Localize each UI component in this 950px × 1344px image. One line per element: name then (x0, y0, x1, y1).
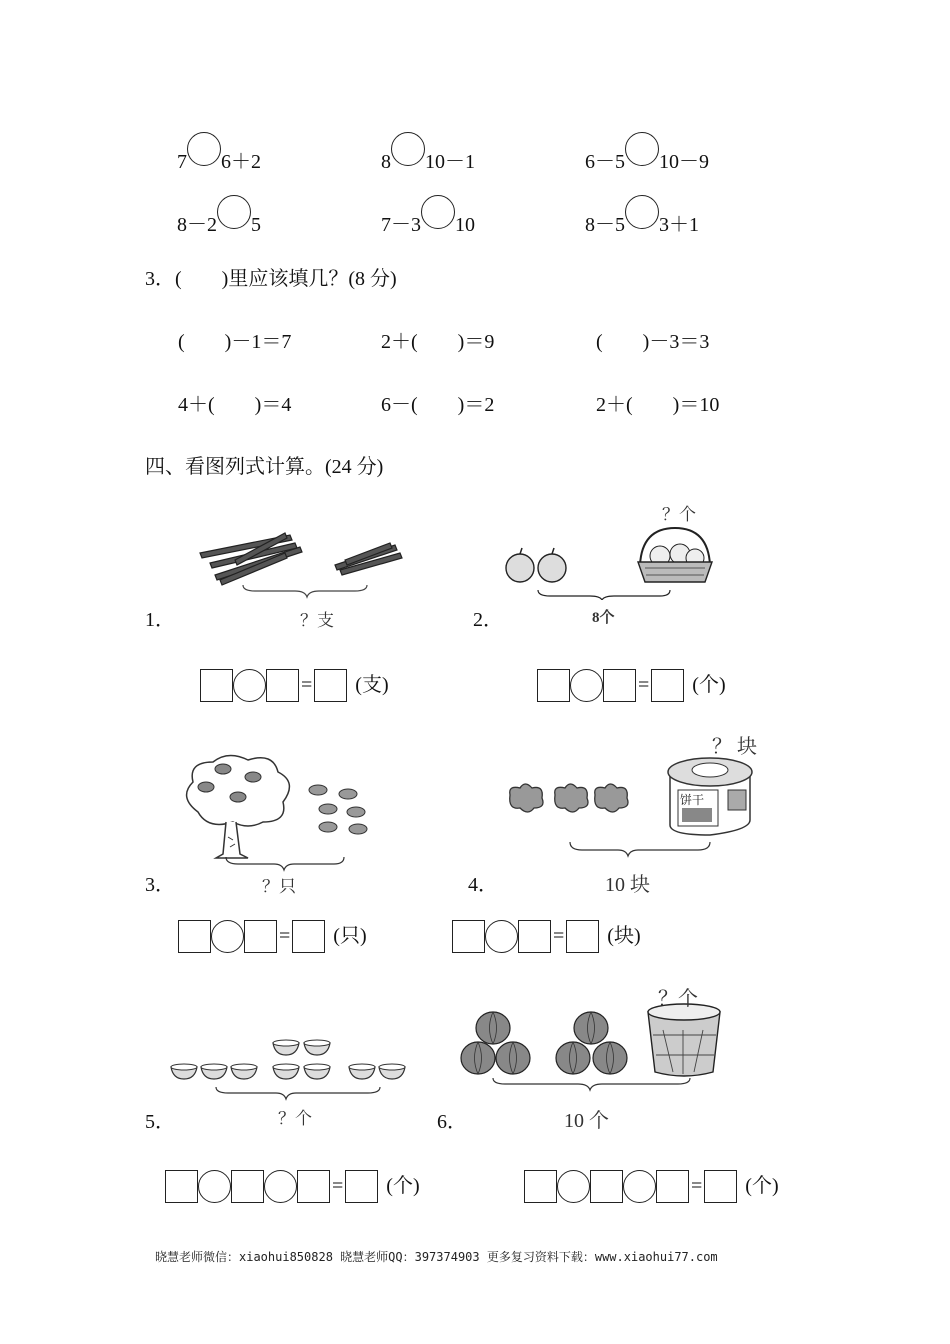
problem-4-top-label: ？ 块 (712, 736, 757, 758)
operator-circle[interactable] (264, 1170, 297, 1203)
problem-6-equation: = (个) (524, 1168, 779, 1204)
problem-6-label: 10 个 (564, 1110, 609, 1132)
problem-1-equation: = (支) (200, 667, 389, 703)
answer-box[interactable] (524, 1170, 557, 1203)
problem-2-top-label: ？个 (662, 505, 696, 524)
compare-1-3: 6－5 10－9 (585, 140, 709, 174)
problem-3-label: ？只 (262, 877, 296, 896)
biscuits-icon (500, 750, 760, 865)
q3-item: 4＋( )＝4 (178, 394, 292, 416)
problem-2-equation: = (个) (537, 667, 726, 703)
answer-box[interactable] (566, 920, 599, 953)
tin-label: 饼干 (680, 793, 705, 807)
operator-circle[interactable] (485, 920, 518, 953)
tree-birds-icon (178, 752, 378, 872)
problem-6-number: 6． (437, 1111, 467, 1133)
problem-4-number: 4． (468, 874, 498, 896)
answer-box[interactable] (165, 1170, 198, 1203)
q3-item: ( )－1＝7 (178, 331, 292, 353)
operator-circle[interactable] (211, 920, 244, 953)
compare-1-1: 7 6＋2 (177, 140, 261, 174)
operator-circle[interactable] (198, 1170, 231, 1203)
answer-box[interactable] (200, 669, 233, 702)
footer-contact: 晓慧老师微信：xiaohui850828 晓慧老师QQ：397374903 更多复习资料下载：www.xiaohui77.com (155, 1250, 718, 1264)
problem-3-number: 3． (145, 874, 175, 896)
q3-item: 2＋( )＝10 (596, 394, 720, 416)
q3-item: 2＋( )＝9 (381, 331, 495, 353)
answer-box[interactable] (651, 669, 684, 702)
answer-box[interactable] (345, 1170, 378, 1203)
problem-4-equation: = (块) (452, 918, 641, 954)
problem-5-equation: = (个) (165, 1168, 420, 1204)
compare-circle[interactable] (217, 195, 251, 229)
answer-box[interactable] (656, 1170, 689, 1203)
compare-circle[interactable] (421, 195, 455, 229)
compare-2-1: 8－2 5 (177, 203, 261, 237)
problem-2-number: 2． (473, 609, 503, 631)
compare-2-3: 8－5 3＋1 (585, 203, 699, 237)
answer-box[interactable] (518, 920, 551, 953)
answer-box[interactable] (297, 1170, 330, 1203)
compare-circle[interactable] (187, 132, 221, 166)
operator-circle[interactable] (233, 669, 266, 702)
operator-circle[interactable] (570, 669, 603, 702)
answer-box[interactable] (704, 1170, 737, 1203)
answer-box[interactable] (244, 920, 277, 953)
q3-item: 6－( )＝2 (381, 394, 495, 416)
problem-2-label: 8个 (592, 610, 615, 626)
pencils-icon (195, 525, 410, 600)
problem-6-top-label: ？个 (658, 988, 698, 1010)
problem-1-label: ？支 (300, 611, 334, 630)
compare-1-2: 8 10－1 (381, 140, 475, 174)
q4-title: 四、看图列式计算。(24 分) (145, 456, 384, 478)
problem-1-number: 1． (145, 609, 175, 631)
problem-5-number: 5． (145, 1111, 175, 1133)
compare-2-2: 7－3 10 (381, 203, 475, 237)
problem-4-label: 10 块 (605, 874, 650, 896)
problem-5-label: ？个 (278, 1109, 312, 1128)
answer-box[interactable] (590, 1170, 623, 1203)
compare-circle[interactable] (391, 132, 425, 166)
operator-circle[interactable] (557, 1170, 590, 1203)
q3-item: ( )－3＝3 (596, 331, 710, 353)
compare-circle[interactable] (625, 195, 659, 229)
operator-circle[interactable] (623, 1170, 656, 1203)
answer-box[interactable] (266, 669, 299, 702)
answer-box[interactable] (452, 920, 485, 953)
bowls-icon (168, 1035, 413, 1105)
answer-box[interactable] (292, 920, 325, 953)
q3-title: 3．( )里应该填几？(8 分) (145, 268, 397, 290)
answer-box[interactable] (231, 1170, 264, 1203)
answer-box[interactable] (537, 669, 570, 702)
answer-box[interactable] (603, 669, 636, 702)
watermelons-icon (458, 1000, 728, 1100)
answer-box[interactable] (178, 920, 211, 953)
answer-box[interactable] (314, 669, 347, 702)
problem-3-equation: = (只) (178, 918, 367, 954)
compare-circle[interactable] (625, 132, 659, 166)
apples-basket-icon (500, 520, 715, 600)
